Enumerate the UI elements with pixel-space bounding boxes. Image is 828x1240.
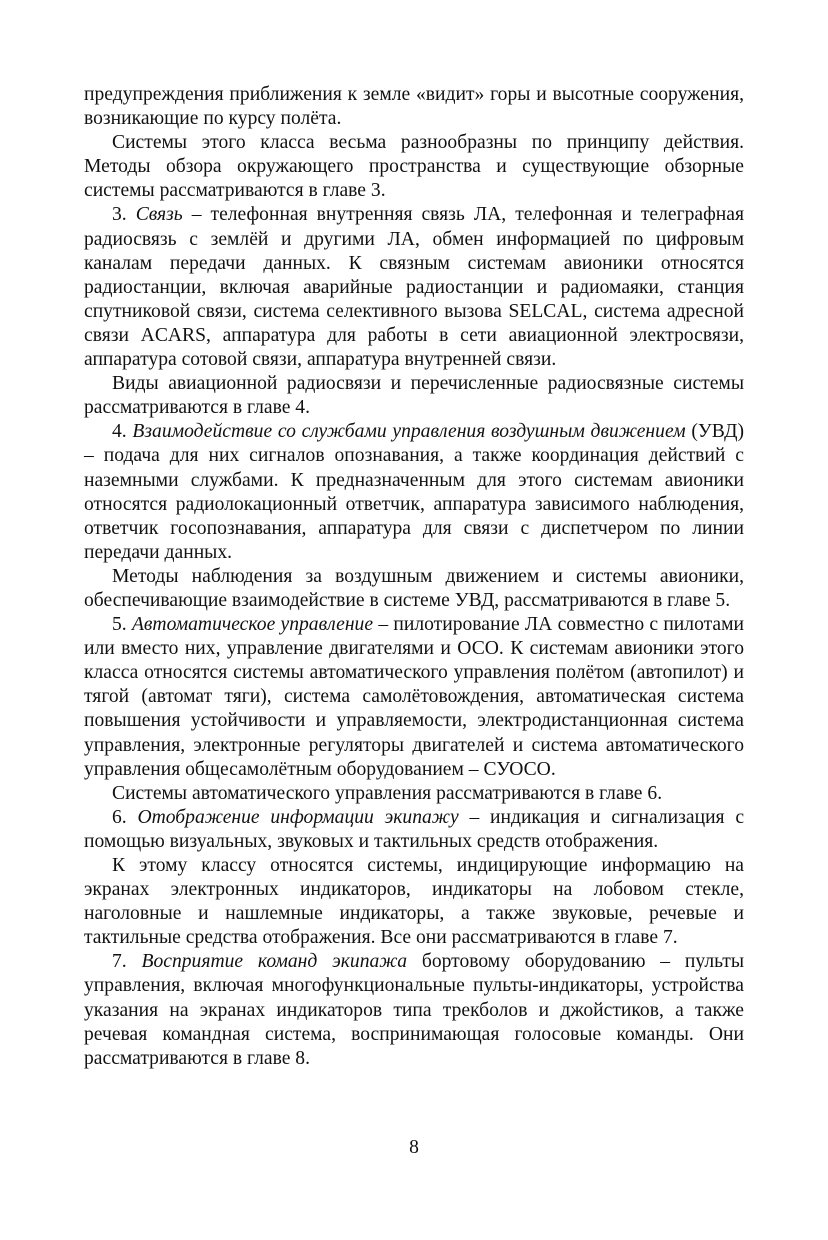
- paragraph-text: – пилотирование ЛА совместно с пилотами или вместо них, управление двигателями и ОСО. К системам авионики этого класса относятся системы автоматического управления полётом (автопилот) и тягой (автомат тяги), система самолётовождения, автоматическая система повышения устойчивости и управляемости, электродистанционная система управления, электронные регуляторы двигателей и система автоматического управления общесамолётным оборудованием – СУОСО.: [84, 614, 744, 780]
- paragraph-1: [84, 131, 744, 203]
- paragraph-text: бортовому оборудованию – пульты управления, включая многофункциональные пульты-индикаторы, устройства указания на экранах индикаторов типа трекболов и джойстиков, а также речевая командная система, воспринимающая голосовые команды. Они рассматриваются в главе 8.: [84, 951, 745, 1069]
- paragraph-text: – индикация и сигнализация с помощью визуальных, звуковых и тактильных средств отображения.: [84, 806, 745, 852]
- paragraph-number: 3.: [112, 204, 136, 226]
- paragraph-2: [84, 203, 744, 372]
- paragraph-8: [84, 806, 744, 854]
- paragraph-5: [84, 565, 744, 613]
- paragraph-number: 4.: [112, 421, 133, 443]
- paragraph-text: (УВД) – подача для них сигналов опознавания, а также координация действий с наземными службами. К предназначенным для этого системам авионики относятся радиолокационный ответчик, аппаратура зависимого наблюдения, ответчик госопознавания, аппаратура для связи с диспетчером по линии передачи данных.: [84, 421, 744, 563]
- paragraph-10: [84, 950, 744, 1070]
- paragraph-text: К этому классу относятся системы, индицирующие информацию на экранах электронных индикаторов, индикаторы на лобовом стекле, наголовные и нашлемные индикаторы, а также звуковые, речевые и тактильные средства отображения. Все они рассматриваются в главе 7.: [84, 855, 744, 949]
- paragraph-number: 5.: [112, 614, 132, 636]
- paragraph-text: – телефонная внутренняя связь ЛА, телефонная и телеграфная радиосвязь с землёй и другими ЛА, обмен информацией по цифровым каналам передачи данных. К связным системам авионики относятся радиостанции, включая аварийные радиостанции и радиомаяки, станция спутниковой связи, система селективного вызова SELCAL, система адресной связи ACARS, аппаратура для работы в сети авиационной электросвязи, аппаратура сотовой связи, аппаратура внутренней связи.: [84, 204, 744, 371]
- paragraph-text: Виды авиационной радиосвязи и перечисленные радиосвязные системы рассматриваются в главе 4.: [84, 373, 744, 419]
- paragraph-3: [84, 372, 744, 420]
- paragraph-text: предупреждения приближения к земле «видит» горы и высотные сооружения, возникающие по курсу полёта.: [84, 84, 744, 130]
- paragraph-6: [84, 613, 744, 782]
- paragraph-4: [84, 420, 744, 565]
- paragraph-term: Восприятие команд экипажа: [141, 951, 408, 973]
- paragraph-9: [84, 854, 744, 950]
- page-number: 8: [409, 1137, 419, 1158]
- paragraph-0: [84, 83, 744, 131]
- paragraph-term: Автоматическое управление: [131, 614, 374, 636]
- paragraph-7: [84, 782, 744, 806]
- paragraph-text: Системы автоматического управления рассматриваются в главе 6.: [112, 782, 663, 804]
- paragraph-term: Связь: [135, 204, 183, 226]
- paragraph-number: 6.: [112, 806, 138, 828]
- paragraph-term: Отображение информации экипажу: [137, 806, 459, 828]
- paragraph-term: Взаимодействие со службами управления воздушным движением: [132, 421, 686, 443]
- paragraph-text: Системы этого класса весьма разнообразны по принципу действия. Методы обзора окружающего пространства и существующие обзорные системы рассматриваются в главе 3.: [84, 132, 744, 202]
- paragraph-number: 7.: [112, 951, 142, 973]
- document-page: [84, 83, 744, 1071]
- paragraph-text: Методы наблюдения за воздушным движением и системы авионики, обеспечивающие взаимодействие в системе УВД, рассматриваются в главе 5.: [84, 565, 744, 611]
